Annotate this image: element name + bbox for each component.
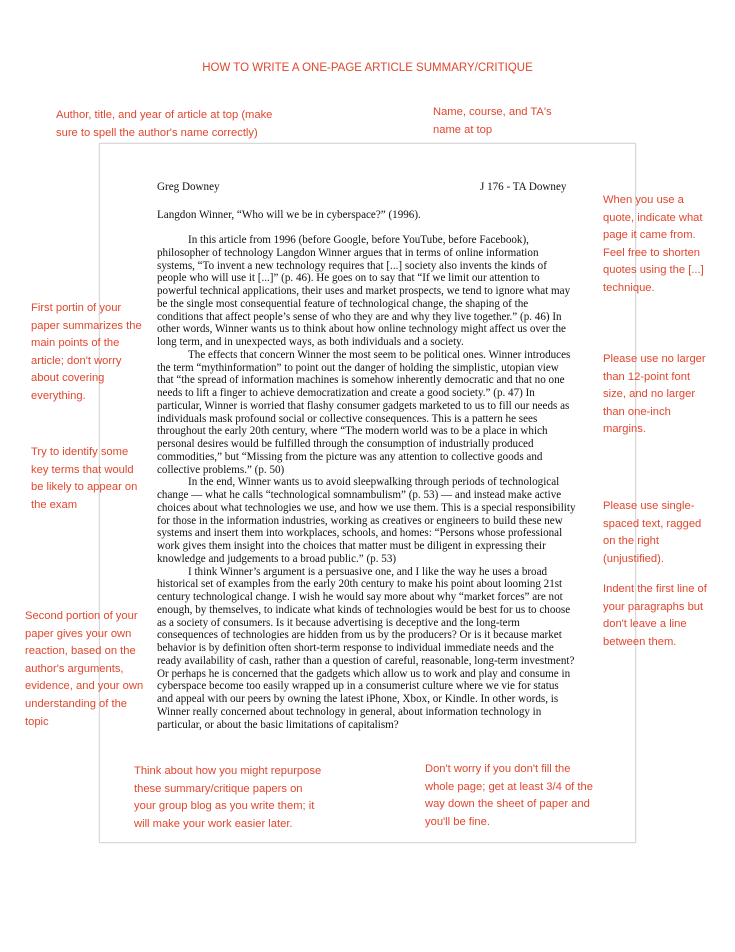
annotation-repurpose: Think about how you might repurpose these summary/critique papers on your group blog as you write them; it will make your work easier later. bbox=[134, 765, 322, 830]
annotation-font-size: Please use no larger than 12-point font size, and no larger than one-inch margins. bbox=[603, 353, 706, 436]
annotation-key-terms: Try to identify some key terms that would be likely to appear on the exam bbox=[31, 446, 138, 511]
doc-paragraph-4: I think Winner’s argument is a persuasive one, and I like the way he uses a broad historical set of examples from the early 20th century to make his point about looming 21st century technological change. I wish he would say more about why “market forces” are not enough, by themselves, to indicate what kinds of technologies would be best for us to choose as a society of consumers. Is it because advertising is deceptive and the long-term consequences of technologies are hidden from us by the producers? Or is it because market behavior is by definition often short-term response to individual immediate needs and the ready availability of cash, rather than a question of careful, reasonable, long-term investment? Or perhaps he is concerned that the gadgets which allow us to work and play and consume in cyberspace become too easily wrapped up in a consumerist culture where we vie for status and appeal with our peers by owning the latest iPhone, Xbox, or Kindle. In other words, is Winner really concerned about technology in general, about information technology in particular, or about the basic limitations of capitalism? bbox=[157, 565, 575, 731]
doc-author-name: Greg Downey bbox=[157, 181, 220, 193]
doc-citation: Langdon Winner, “Who will we be in cyberspace?” (1996). bbox=[157, 209, 421, 221]
annotation-second-portion: Second portion of your paper gives your own reaction, based on the author's arguments, evidence, and your own understanding of the topic bbox=[25, 610, 144, 728]
annotation-dont-worry: Don't worry if you don't fill the whole page; get at least 3/4 of the way down the sheet of paper and you'll be fine. bbox=[425, 763, 593, 828]
annotation-author-title: Author, title, and year of article at top (make sure to spell the author's name correctly) bbox=[56, 109, 273, 139]
annotation-single-spaced: Please use single-spaced text, ragged on the right (unjustified). bbox=[603, 500, 702, 565]
doc-course: J 176 - TA Downey bbox=[480, 181, 567, 193]
doc-paragraph-3: In the end, Winner wants us to avoid sleepwalking through periods of technological change — what he calls “technological somnambulism” (p. 53) — and instead make active choices about what technologies we use, and how we use them. This is a special responsibility for those in the information industries, working as creatives or engineers to build these new systems and insert them into workplaces, schools, and homes: “Persons whose professional work gives them insight into the choices that matter must be diligent in expressing their knowledge and judgements to a broad public.” (p. 53) bbox=[157, 476, 576, 565]
doc-body bbox=[157, 234, 577, 731]
annotation-name-course: Name, course, and TA's name at top bbox=[433, 106, 552, 136]
page-title: HOW TO WRITE A ONE-PAGE ARTICLE SUMMARY/CRITIQUE bbox=[202, 62, 533, 74]
doc-paragraph-1: In this article from 1996 (before Google, before YouTube, before Facebook), philosopher of technology Langdon Winner argues that in terms of online information systems, “To invent a new technology requires that [...] society also invents the kinds of people who will use it [...]” (p. 46). He goes on to say that “If we limit our attention to powerful technical applications, their uses and market prospects, we tend to ignore what may be the single most consequential feature of technological change, the shaping of the conditions that affect people’s sense of who they are and why they live together.” (p. 46) In other words, Winner wants us to think about how online technology might affect us over the long term, and in unexpected ways, as both individuals and a society. bbox=[157, 234, 571, 348]
annotation-indent: Indent the first line of your paragraphs but don't leave a line between them. bbox=[603, 583, 707, 648]
doc-paragraph-2: The effects that concern Winner the most seem to be political ones. Winner introduces the term “mythinformation” to point out the danger of holding the simplistic, utopian view that “the spread of information machines is somehow inherently democratic and that no one needs to lift a finger to achieve democratization and create a good society.” (p. 47) In particular, Winner is worried that flashy consumer gadgets marketed to us to fill our needs as individuals mask profound social or collective consequences. This is a pattern he sees throughout the early 20th century, where “The modern world was to be a place in which personal desires would be fulfilled through the consumption of industrially produced commodities,” but “Missing from the picture was any attention to collective goods and collective problems.” (p. 50) bbox=[157, 348, 571, 476]
annotation-first-portion: First portin of your paper summarizes the main points of the article; don't worry about covering everything. bbox=[31, 302, 142, 402]
annotation-quote: When you use a quote, indicate what page it came from. Feel free to shorten quotes using the [...] technique. bbox=[603, 194, 704, 294]
